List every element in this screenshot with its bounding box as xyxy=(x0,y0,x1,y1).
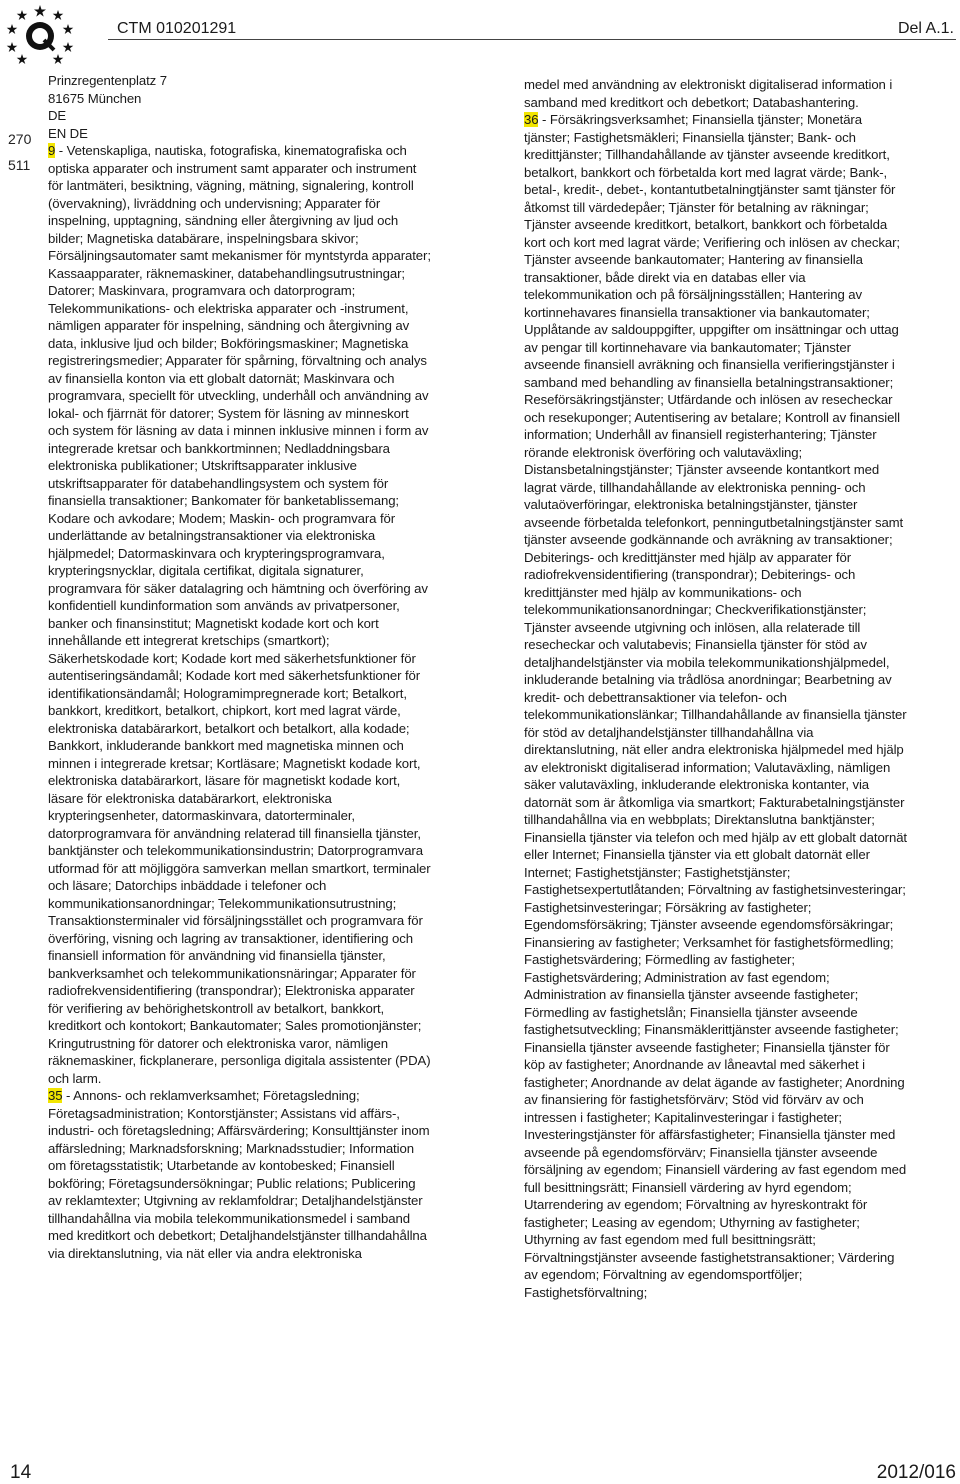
address-city: 81675 München xyxy=(48,90,142,106)
right-column xyxy=(524,76,908,1301)
class-36-entry xyxy=(524,111,908,1301)
bulletin-issue: 2012/016 xyxy=(876,1462,956,1483)
class-35-number: 35 xyxy=(48,1088,63,1103)
document-id: CTM 010201291 xyxy=(117,20,237,37)
inid-code-270: 270 xyxy=(8,131,32,147)
class-9-entry xyxy=(48,142,432,1087)
header-divider xyxy=(108,39,956,40)
class-36-number: 36 xyxy=(524,112,539,127)
languages: EN DE xyxy=(48,125,88,141)
document-part: Del A.1. xyxy=(897,20,954,37)
address-country: DE xyxy=(48,108,67,123)
page-number: 14 xyxy=(10,1462,32,1483)
class-36-text: - Försäkringsverksamhet; Finansiella tjänster; Monetära tjänster; Fastighetsmäkleri; Finansiella tjänster; Bank- och kredittjänster; Tillhandahållande av tjänster avseende kreditkort, betalkort, bankkort och förbetalda kort med lagrat värde; Bank-, betal-, kredit-, debet-, kontantutbetalningtjänster samt tjänster för åtkomst till värdedepåer; Tjänster för betalning av räkningar; Tjänster avseende kreditkort, betalkort, bankkort och förbetalda kort och kort med lagrat värde; Verifiering och inlösen av checkar; Tjänster avseende bankautomater; Hantering av finansiella transaktioner, både direkt via en databas eller via telekommunikation och på försäljningsställen; Hantering av kortinnehavares finansiella transaktioner via bankautomater; Upplåtande av saldouppgifter, uppgifter om insättningar och uttag av pengar till kortinnehavare via bankautomater; Tjänster avseende finansiell avräkning och finansiella verifieringstjänster i samband med behandling av finansiella betalningstransaktioner; Reseförsäkringstjänster; Utfärdande och inlösen av resecheckar och resekuponger; Autentisering av betalare; Kontroll av finansiell information; Underhåll av finansiell registerhantering; Tjänster rörande elektronisk överföring och valutaväxling; Distansbetalningstjänster; Tjänster avseende kontantkort med lagrat värde, tillhandahållande av elektroniska penning- och valutaöverföringar, elektroniska betalningstjänster, tjänster avseende förbetalda telefonkort, penningutbetalningstjänster samt tjänster avseende godkännande och avräkning av transaktioner; Debiterings- och kredittjänster med hjälp av apparater för radiofrekvensidentifiering (transpondrar); Debiterings- och kredittjänster med hjälp av kommunikations- och telekommunikationsanordningar; Checkverifikationstjänster; Tjänster avseende utgivning och inlösen, alla relaterade till resecheckar och valutabevis; Finansiella tjänster för stöd av detaljhandelstjänster via mobila telekommunikationshjälpmedel, inkluderande betalning via trådlösa anordningar; Bearbetning av kredit- och debettransaktioner via telefon- och telekommunikationslänkar; Tillhandahållande av finansiella tjänster för stöd av detaljhandelstjänster tillhandahållna via direktanslutning, nät eller andra elektroniska hjälpmedel med hjälp av elektroniskt digitaliserad information; Valutaväxling, nämligen säker valutaväxling, inkluderande elektroniska kontanter, via datornät som är åtkomliga via smartkort; Fakturabetalningstjänster tillhandahållna via en webbplats; Direktanslutna banktjänster; Finansiella tjänster via telefon och med hjälp av ett globalt datornät eller Internet; Finansiella tjänster via ett globalt datornät eller Internet; Fastighetstjänster; Fastighetstjänster; Fastighetsexpertutlåtanden; Förvaltning av fastighetsinvesteringar; Fastighetsinvesteringar; Försäkring av fastigheter; Egendomsförsäkring; Tjänster avseende egendomsförsäkringar; Finansiering av fastigheter; Verksamhet för fastighetsförmedling; Fastighetsvärdering; Förmedling av fastigheter; Fastighetsvärdering; Administration av fast egendom; Administration av finansiella tjänster avseende fastigheter; Förmedling av fastighetslån; Finansiella tjänster avseende fastighetsutveckling; Finansmäklerittjänster avseende fastigheter; Finansiella tjänster avseende fastigheter; Finansiella tjänster för köp av fastigheter; Anordnande av låneavtal med säkerhet i fastigheter; Anordnande av delat ägande av fastigheter; Anordning av finansiering för fastighetsförvärv; Stöd vid förvärv av och intressen i fastigheter; Kapitalinvesteringar i fastigheter; Investeringstjänster för affärsfastigheter; Finansiella tjänster med avseende på egendomsförvärv; Finansiella tjänster avseende försäljning av egendom; Finansiell värdering av fast egendom med full besittningsrätt; Finansiell värdering av hyrd egendom; Utarrendering av egendom; Förvaltning av hyreskontrakt för fastigheter; Leasing av egendom; Uthyrning av fastigheter; Uthyrning av fast egendom med full besittningsrätt; Förvaltningstjänster avseende fastighetstransaktioner; Värdering av egendom; Förvaltning av egendomsportföljer; Fastighetsförvaltning; xyxy=(524,112,907,1300)
class-35-continuation: medel med användning av elektroniskt digitaliserad information i samband med kreditkort och debetkort; Databashantering. xyxy=(524,77,893,110)
ohim-logo xyxy=(4,2,76,68)
class-35-text: - Annons- och reklamverksamhet; Företagsledning; Företagsadministration; Kontorstjänster; Assistans vid affärs-, industri- och företagsledning; Affärsvärdering; Konsulttjänster inom affärsledning; Marknadsforskning; Marknadsstudier; Information om företagsstatistik; Utarbetande av kontobesked; Finansiell bokföring; Företagsundersökningar; Public relations; Publicering av reklamtexter; Utgivning av reklamfoldrar; Detaljhandelstjänster tillhandahållna via mobila telekommunikationsmedel i samband med kreditkort och debetkort; Detaljhandelstjänster tillhandahållna via direktanslutning, via nät eller via andra elektroniska xyxy=(48,1088,430,1261)
left-column xyxy=(48,72,432,1262)
class-35-entry xyxy=(48,1087,432,1262)
address-street: Prinzregentenplatz 7 xyxy=(48,73,167,88)
class-9-number: 9 xyxy=(48,143,56,158)
inid-code-511: 511 xyxy=(8,157,31,173)
class-9-text: - Vetenskapliga, nautiska, fotografiska, kinematografiska och optiska apparater och instrument samt apparater och instrument för lantmäteri, besiktning, vägning, mätning, signalering, kontroll (övervakning), livräddning och undervisning; Apparater för inspelning, upptagning, sändning eller återgivning av ljud och bilder; Magnetiska databärare, inspelningsbara skivor; Försäljningsautomater samt mekanismer för myntstyrda apparater; Kassaapparater, räknemaskiner, databehandlingsutrustningar; Datorer; Maskinvara, programvara och datorprogram; Telekommunikations- och elektriska apparater och -instrument, nämligen apparater för inspelning, sändning och återgivning av data, inklusive ljud och bilder; Bokföringsmaskiner; Magnetiska registreringsmedier; Apparater för spårning, förvaltning och analys av finansiella konton via ett globalt datornät; Maskinvara och programvara, speciellt för utveckling, underhåll och användning av lokal- och fjärrnät för datorer; System för läsning av minneskort och system för läsning av data i minnen inklusive minnen i form av integrerade kretsar och bankkortminnen; Nedladdningsbara elektroniska publikationer; Utskriftsapparater inklusive utskriftsapparater för databehandlingsystem och system för finansiella transaktioner; Bankomater för banketablissemang; Kodare och avkodare; Modem; Maskin- och programvara för underlättande av betalningstransaktioner via elektroniska hjälpmedel; Datormaskinvara och krypteringsprogramvara, krypteringsnycklar, digitala certifikat, digitala signaturer, programvara för säker datalagring och hämtning och överföring av konfidentiell kundinformation som används av privatpersoner, banker och finansinstitut; Magnetiskt kodade kort och kort innehållande ett integrerat kretschips (smartkort); Säkerhetskodade kort; Kodade kort med säkerhetsfunktioner för autentiseringsändamål; Kodade kort med säkerhetsfunktioner för identifikationsändamål; Hologramimpregnerade kort; Betalkort, bankkort, kreditkort, betalkort, chipkort, kort med lagrat värde, elektroniska databärarkort, betalkort och betalkort, alla kodade; Bankkort, inkluderande bankkort med magnetiska minnen och minnen i integrerade kretsar; Kortläsare; Magnetiskt kodade kort, elektroniska databärarkort, läsare för magnetiskt kodade kort, läsare för elektroniska databärarkort, elektroniska krypteringsenheter, datormaskinvara, datorterminaler, datorprogramvara för användning relaterad till finansiella tjänster, banktjänster och telekommunikationsindustrin; Datorprogramvara utformad för att möjliggöra samverkan mellan smartkort, terminaler och läsare; Datorchips inbäddade i telefoner och kommunikationsanordningar; Telekommunikationsutrustning; Transaktionsterminaler vid försäljningsstället och programvara för överföring, visning och lagring av transaktioner, identifiering och finansiell information för användning vid finansiella tjänster, bankverksamhet och telekommunikationsnäringar; Apparater för radiofrekvensidentifiering (transpondrar); Elektroniska apparater för verifiering av behörighetskontroll av betalkort, bankkort, kreditkort och kontokort; Bankautomater; Sales promotionjänster; Kringutrustning för datorer och elektroniska varor, nämligen räknemaskiner, fickplanerare, personliga digitala assistenter (PDA) och larm. xyxy=(48,143,431,1086)
